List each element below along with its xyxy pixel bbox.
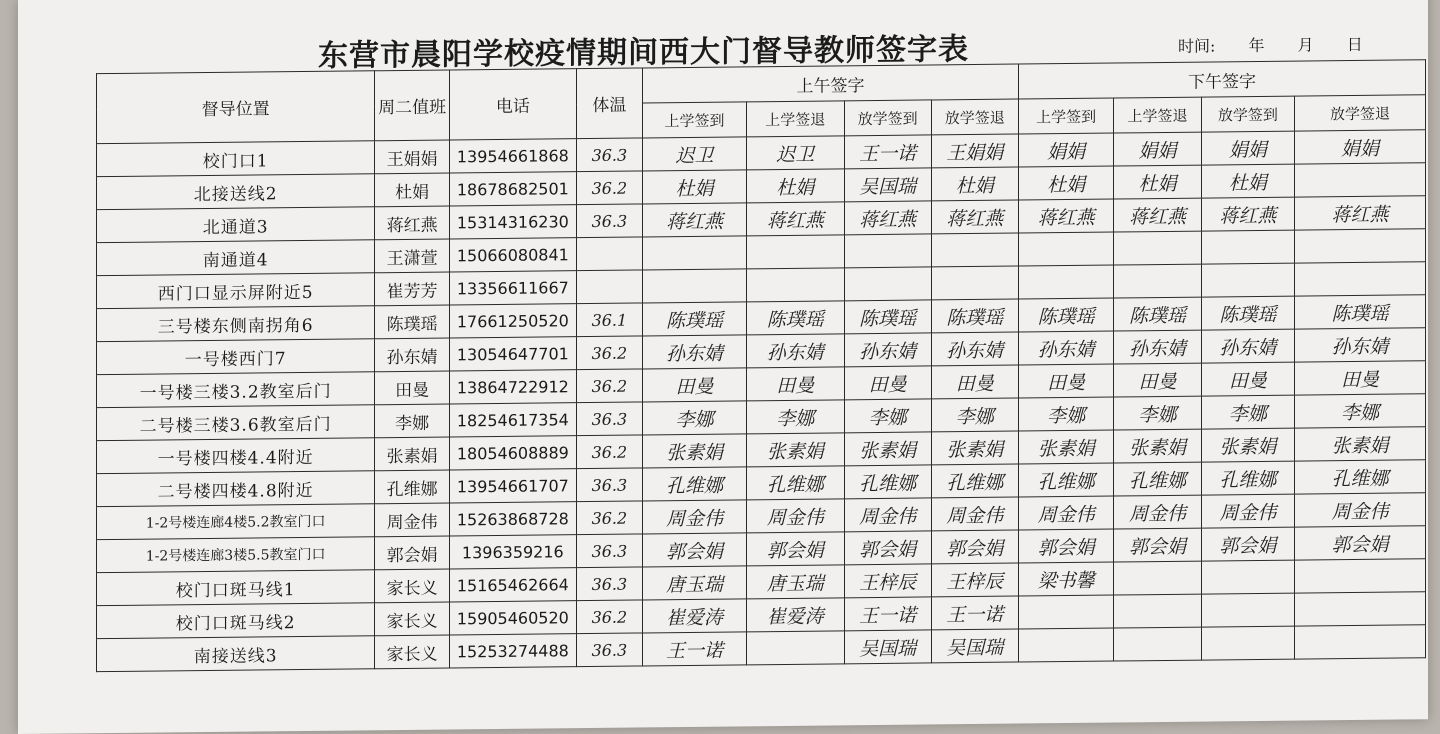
position-cell: 西门口显示屏附近5 <box>97 273 375 309</box>
phone-cell: 15165462664 <box>450 568 577 602</box>
signature-cell: 王一诺 <box>844 135 931 169</box>
signature-cell: 田曼 <box>1018 364 1114 398</box>
temperature-cell: 36.3 <box>576 402 642 436</box>
signature-cell <box>1114 594 1201 628</box>
signature-cell: 王一诺 <box>643 632 747 666</box>
date-line <box>1178 32 1391 57</box>
header-sub-am-0: 上学签到 <box>643 102 747 138</box>
sheet-title: 东营市晨阳学校疫情期间西大门督导教师签字表 <box>318 32 969 74</box>
phone-cell: 15905460520 <box>450 601 577 635</box>
duty-cell: 李娜 <box>375 404 450 438</box>
signature-cell <box>746 268 844 302</box>
signature-cell: 迟卫 <box>746 136 844 170</box>
position-cell: 1-2号楼连廊4楼5.2教室门口 <box>97 504 375 540</box>
position-cell: 一号楼西门7 <box>97 339 375 375</box>
signature-cell <box>643 269 747 303</box>
signature-cell: 孔维娜 <box>1295 460 1426 494</box>
duty-cell: 崔芳芳 <box>375 272 450 306</box>
signature-cell: 陈璞瑶 <box>844 300 931 334</box>
duty-cell: 田曼 <box>375 371 450 405</box>
signature-cell: 唐玉瑞 <box>643 566 747 600</box>
header-duty: 周二值班 <box>375 70 450 141</box>
signature-cell <box>1295 229 1426 263</box>
signature-cell: 张素娟 <box>746 433 844 467</box>
phone-cell: 18054608889 <box>450 436 577 470</box>
header-temp: 体温 <box>576 68 642 139</box>
signature-cell: 孙东婧 <box>1201 329 1294 363</box>
signature-cell: 张素娟 <box>844 432 931 466</box>
signature-cell: 周金伟 <box>1018 496 1114 530</box>
duty-cell: 王娟娟 <box>375 140 450 174</box>
signature-cell <box>1201 626 1294 660</box>
signature-cell: 李娜 <box>931 398 1018 432</box>
signature-cell <box>746 631 844 665</box>
signature-cell: 郭会娟 <box>931 530 1018 564</box>
signature-cell: 郭会娟 <box>1114 528 1201 562</box>
position-cell: 校门口斑马线1 <box>97 570 375 606</box>
signature-cell <box>1018 628 1114 662</box>
header-sub-am-2: 放学签到 <box>844 100 931 136</box>
date-label: 时间: <box>1178 36 1216 56</box>
signature-cell: 周金伟 <box>1114 495 1201 529</box>
phone-cell: 15253274488 <box>450 634 577 668</box>
signature-cell: 陈璞瑶 <box>1018 298 1114 332</box>
signature-cell: 陈璞瑶 <box>1201 296 1294 330</box>
signature-cell <box>1201 593 1294 627</box>
signature-cell <box>1018 232 1114 266</box>
signature-cell: 王梓辰 <box>844 564 931 598</box>
position-cell: 校门口斑马线2 <box>97 603 375 639</box>
temperature-cell: 36.2 <box>576 171 642 205</box>
signature-cell: 郭会娟 <box>746 532 844 566</box>
position-cell: 三号楼东侧南拐角6 <box>97 306 375 342</box>
signature-cell: 唐玉瑞 <box>746 565 844 599</box>
signature-cell: 李娜 <box>643 401 747 435</box>
temperature-cell <box>576 270 642 304</box>
signature-cell <box>844 267 931 301</box>
phone-cell: 13054647701 <box>450 337 577 371</box>
phone-cell: 15066080841 <box>450 238 577 272</box>
position-cell: 1-2号楼连廊3楼5.5教室门口 <box>97 537 375 573</box>
signature-cell: 田曼 <box>1201 362 1294 396</box>
signature-cell: 杜娟 <box>931 167 1018 201</box>
signature-cell: 李娜 <box>746 400 844 434</box>
header-sub-am-3: 放学签退 <box>931 99 1018 135</box>
signature-cell: 张素娟 <box>931 431 1018 465</box>
header-phone: 电话 <box>450 69 577 140</box>
position-cell: 北通道3 <box>97 207 375 243</box>
header-afternoon: 下午签字 <box>1018 60 1425 99</box>
header-morning: 上午签字 <box>643 64 1019 103</box>
signature-cell: 孙东婧 <box>844 333 931 367</box>
temperature-cell: 36.3 <box>576 468 642 502</box>
signature-cell: 吴国瑞 <box>931 629 1018 663</box>
signature-cell: 郭会娟 <box>1295 526 1426 560</box>
year-label: 年 <box>1248 35 1265 56</box>
duty-cell: 周金伟 <box>375 503 450 537</box>
signature-cell: 孔维娜 <box>643 467 747 501</box>
duty-cell: 孔维娜 <box>375 470 450 504</box>
signature-cell: 杜娟 <box>643 170 747 204</box>
signature-cell <box>1018 595 1114 629</box>
temperature-cell: 36.3 <box>576 204 642 238</box>
signature-cell <box>643 236 747 270</box>
header-sub-am-1: 上学签退 <box>746 101 844 137</box>
signature-sheet <box>18 0 1428 734</box>
phone-cell: 1396359216 <box>450 535 577 569</box>
signature-cell: 杜娟 <box>1114 165 1201 199</box>
temperature-cell: 36.2 <box>576 501 642 535</box>
signature-cell: 杜娟 <box>746 169 844 203</box>
signature-cell: 王一诺 <box>931 596 1018 630</box>
signature-cell: 吴国瑞 <box>844 630 931 664</box>
month-label: 月 <box>1297 35 1314 55</box>
phone-cell: 18678682501 <box>450 172 577 206</box>
duty-cell: 王潇萱 <box>375 239 450 273</box>
position-cell: 一号楼三楼3.2教室后门 <box>97 372 375 408</box>
signature-cell: 梁书馨 <box>1018 562 1114 596</box>
signature-cell <box>844 234 931 268</box>
signature-cell <box>1201 560 1294 594</box>
phone-cell: 18254617354 <box>450 403 577 437</box>
temperature-cell: 36.2 <box>576 600 642 634</box>
temperature-cell: 36.2 <box>576 369 642 403</box>
duty-cell: 杜娟 <box>375 173 450 207</box>
position-cell: 二号楼四楼4.8附近 <box>97 471 375 507</box>
signature-cell: 蒋红燕 <box>746 202 844 236</box>
signature-cell: 张素娟 <box>1018 430 1114 464</box>
position-cell: 南通道4 <box>97 240 375 276</box>
signature-cell: 田曼 <box>1114 363 1201 397</box>
duty-cell: 陈璞瑶 <box>375 305 450 339</box>
header-position: 督导位置 <box>97 71 375 144</box>
phone-cell: 13954661707 <box>450 469 577 503</box>
signature-cell <box>1114 627 1201 661</box>
signature-cell: 孙东婧 <box>1018 331 1114 365</box>
position-cell: 南接送线3 <box>97 636 375 672</box>
temperature-cell: 36.3 <box>576 534 642 568</box>
signature-cell: 周金伟 <box>643 500 747 534</box>
signature-cell: 蒋红燕 <box>1114 198 1201 232</box>
duty-cell: 张素娟 <box>375 437 450 471</box>
day-label: 日 <box>1346 34 1363 55</box>
signature-cell: 娟娟 <box>1018 133 1114 167</box>
duty-cell: 家长义 <box>375 569 450 603</box>
temperature-cell: 36.3 <box>576 138 642 172</box>
signature-cell: 王一诺 <box>844 597 931 631</box>
duty-cell: 郭会娟 <box>375 536 450 570</box>
phone-cell: 15314316230 <box>450 205 577 239</box>
duty-cell: 家长义 <box>375 635 450 669</box>
signature-cell <box>931 233 1018 267</box>
signature-cell: 吴国瑞 <box>844 168 931 202</box>
signature-cell: 陈璞瑶 <box>643 302 747 336</box>
signature-cell <box>1295 163 1426 197</box>
signature-cell: 郭会娟 <box>643 533 747 567</box>
signature-cell: 孙东婧 <box>643 335 747 369</box>
temperature-cell: 36.3 <box>576 633 642 667</box>
signature-cell: 孙东婧 <box>1295 328 1426 362</box>
position-cell: 一号楼四楼4.4附近 <box>97 438 375 474</box>
signature-cell: 陈璞瑶 <box>1114 297 1201 331</box>
signature-cell: 杜娟 <box>1018 166 1114 200</box>
signature-cell: 蒋红燕 <box>931 200 1018 234</box>
duty-cell: 家长义 <box>375 602 450 636</box>
signature-cell: 蒋红燕 <box>643 203 747 237</box>
signature-cell: 蒋红燕 <box>1018 199 1114 233</box>
phone-cell: 13954661868 <box>450 139 577 173</box>
signature-cell <box>931 266 1018 300</box>
signature-cell: 郭会娟 <box>1018 529 1114 563</box>
signature-cell: 周金伟 <box>1201 494 1294 528</box>
phone-cell: 13864722912 <box>450 370 577 404</box>
signature-cell: 娟娟 <box>1201 131 1294 165</box>
signature-cell: 孔维娜 <box>1018 463 1114 497</box>
temperature-cell: 36.1 <box>576 303 642 337</box>
signature-cell: 孙东婧 <box>931 332 1018 366</box>
signature-cell <box>1114 561 1201 595</box>
signature-cell: 孔维娜 <box>1201 461 1294 495</box>
signature-cell: 李娜 <box>1018 397 1114 431</box>
header-sub-pm-2: 放学签到 <box>1201 96 1294 132</box>
signature-cell: 崔爱涛 <box>746 598 844 632</box>
signature-cell: 周金伟 <box>844 498 931 532</box>
signature-cell: 孙东婧 <box>1114 330 1201 364</box>
position-cell: 北接送线2 <box>97 174 375 210</box>
signature-cell: 张素娟 <box>1295 427 1426 461</box>
signature-cell: 王娟娟 <box>931 134 1018 168</box>
phone-cell: 15263868728 <box>450 502 577 536</box>
temperature-cell: 36.2 <box>576 435 642 469</box>
header-sub-pm-0: 上学签到 <box>1018 98 1114 134</box>
signature-cell: 周金伟 <box>746 499 844 533</box>
signature-cell: 孔维娜 <box>931 464 1018 498</box>
phone-cell: 13356611667 <box>450 271 577 305</box>
header-sub-pm-1: 上学签退 <box>1114 97 1201 133</box>
signature-cell: 娟娟 <box>1114 132 1201 166</box>
position-cell: 二号楼三楼3.6教室后门 <box>97 405 375 441</box>
signature-cell: 崔爱涛 <box>643 599 747 633</box>
signature-cell: 郭会娟 <box>844 531 931 565</box>
signature-cell: 陈璞瑶 <box>1295 295 1426 329</box>
signature-cell: 田曼 <box>643 368 747 402</box>
position-cell: 校门口1 <box>97 141 375 177</box>
phone-cell: 17661250520 <box>450 304 577 338</box>
signature-cell <box>1114 231 1201 265</box>
signature-cell: 田曼 <box>746 367 844 401</box>
signature-cell: 孙东婧 <box>746 334 844 368</box>
signature-cell <box>1295 559 1426 593</box>
temperature-cell: 36.2 <box>576 336 642 370</box>
signature-cell: 郭会娟 <box>1201 527 1294 561</box>
signature-cell: 周金伟 <box>1295 493 1426 527</box>
signature-cell: 陈璞瑶 <box>931 299 1018 333</box>
signature-cell: 孔维娜 <box>844 465 931 499</box>
signature-cell <box>746 235 844 269</box>
signature-cell: 周金伟 <box>931 497 1018 531</box>
signature-cell: 张素娟 <box>1114 429 1201 463</box>
signature-cell: 蒋红燕 <box>1201 197 1294 231</box>
signature-cell: 王梓辰 <box>931 563 1018 597</box>
signature-cell: 田曼 <box>1295 361 1426 395</box>
signature-cell: 娟娟 <box>1295 130 1426 164</box>
signature-cell <box>1295 592 1426 626</box>
signature-cell: 蒋红燕 <box>844 201 931 235</box>
header-sub-pm-3: 放学签退 <box>1295 95 1426 131</box>
duty-cell: 蒋红燕 <box>375 206 450 240</box>
signature-cell: 陈璞瑶 <box>746 301 844 335</box>
signature-cell <box>1295 262 1426 296</box>
duty-cell: 孙东婧 <box>375 338 450 372</box>
signature-cell: 李娜 <box>1201 395 1294 429</box>
signature-cell: 田曼 <box>844 366 931 400</box>
temperature-cell <box>576 237 642 271</box>
sign-table <box>96 59 1426 672</box>
temperature-cell: 36.3 <box>576 567 642 601</box>
signature-cell <box>1201 230 1294 264</box>
signature-cell <box>1114 264 1201 298</box>
signature-cell: 蒋红燕 <box>1295 196 1426 230</box>
signature-cell: 田曼 <box>931 365 1018 399</box>
signature-cell: 张素娟 <box>643 434 747 468</box>
signature-cell: 孔维娜 <box>1114 462 1201 496</box>
signature-cell: 李娜 <box>1114 396 1201 430</box>
signature-cell: 孔维娜 <box>746 466 844 500</box>
signature-cell: 李娜 <box>844 399 931 433</box>
signature-cell: 迟卫 <box>643 137 747 171</box>
signature-cell: 李娜 <box>1295 394 1426 428</box>
signature-cell: 杜娟 <box>1201 164 1294 198</box>
signature-cell <box>1018 265 1114 299</box>
signature-cell <box>1295 625 1426 659</box>
signature-cell <box>1201 263 1294 297</box>
signature-cell: 张素娟 <box>1201 428 1294 462</box>
